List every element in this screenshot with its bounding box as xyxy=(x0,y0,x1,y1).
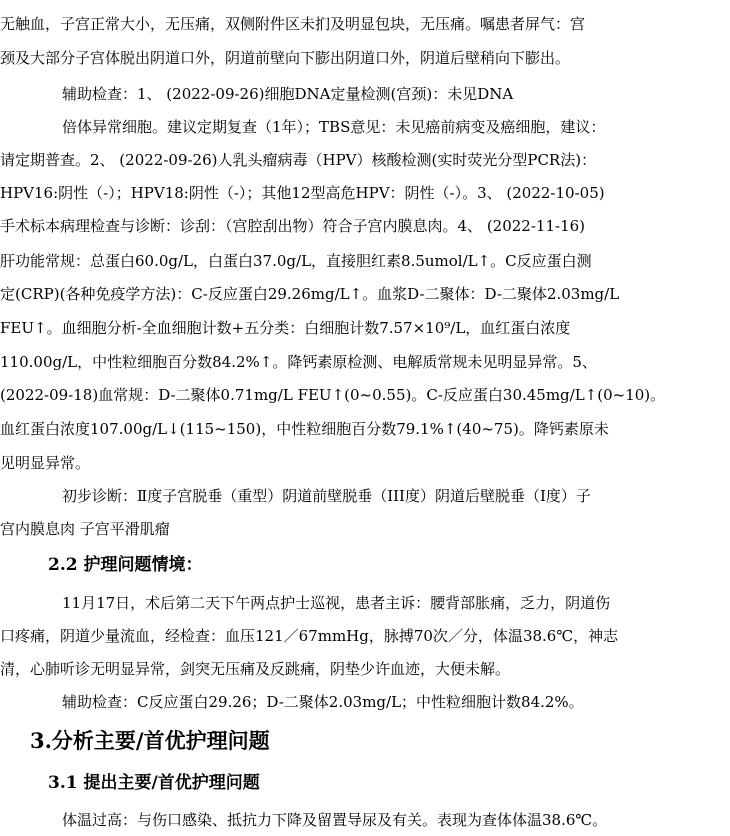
scenario-line-3: 清，心肺听诊无明显异常，剑突无压痛及反跳痛，阴垫少许血迹，大便未解。 xyxy=(0,660,511,678)
aux-exam-line-9: 110.00g/L，中性粒细胞百分数84.2%↑。降钙素原检测、电解质常规未见明显异常。5、 xyxy=(0,353,597,371)
scenario-line-2: 口疼痛，阴道少量流血，经检查：血压121／67mmHg，脉搏70次／分，体温38.6℃，神志 xyxy=(0,627,619,645)
exam-text-line-1: 无触血，子宫正常大小，无压痛，双侧附件区未扪及明显包块，无压痛。嘱患者屏气：宫 xyxy=(0,15,586,33)
section-3-1-heading: 3.1 提出主要/首优护理问题 xyxy=(48,773,260,793)
aux-exam-line-10: (2022-09-18)血常规：D-二聚体0.71mg/L FEU↑(0~0.55)。C-反应蛋白30.45mg/L↑(0~10)。 xyxy=(0,386,666,404)
aux-exam-line-11: 血红蛋白浓度107.00g/L↓(115~150)，中性粒细胞百分数79.1%↑(40~75)。降钙素原未 xyxy=(0,420,609,438)
scenario-aux-line: 辅助检查：C反应蛋白29.26；D-二聚体2.03mg/L；中性粒细胞计数84.2%。 xyxy=(62,693,584,711)
diagnosis-line-2: 宫内膜息肉 子宫平滑肌瘤 xyxy=(0,520,170,538)
exam-text-line-2: 颈及大部分子宫体脱出阴道口外，阴道前壁向下膨出阴道口外，阴道后壁稍向下膨出。 xyxy=(0,49,571,67)
scenario-line-1: 11月17日，术后第二天下午两点护士巡视，患者主诉：腰背部胀痛，乏力，阴道伤 xyxy=(62,594,611,612)
section-3-1-line: 体温过高：与伤口感染、抵抗力下降及留置导尿及有关。表现为查体体温38.6℃。 xyxy=(62,811,608,829)
aux-exam-line-7: 定(CRP)(各种免疫学方法)：C-反应蛋白29.26mg/L↑。血浆D-二聚体：D-二聚体2.03mg/L xyxy=(0,285,620,303)
aux-exam-line-4: HPV16:阴性（-）；HPV18:阴性（-）；其他12型高危HPV：阴性（-）。3、 (2022-10-05) xyxy=(0,184,605,202)
aux-exam-line-5: 手术标本病理检查与诊断：诊刮：（宫腔刮出物）符合子宫内膜息肉。4、 (2022-11-16) xyxy=(0,217,586,235)
aux-exam-line-12: 见明显异常。 xyxy=(0,454,91,472)
section-2-2-heading: 2.2 护理问题情境： xyxy=(48,555,203,575)
aux-exam-line-8: FEU↑。血细胞分析-全血细胞计数+五分类：白细胞计数7.57×10⁹/L，血红蛋白浓度 xyxy=(0,319,571,337)
aux-exam-line-3: 请定期普查。2、 (2022-09-26)人乳头瘤病毒（HPV）核酸检测(实时荧光分型PCR法)： xyxy=(0,151,597,169)
aux-exam-line-6: 肝功能常规：总蛋白60.0g/L，白蛋白37.0g/L，直接胆红素8.5umol/L↑。C反应蛋白测 xyxy=(0,252,592,270)
section-3-heading: 3.分析主要/首优护理问题 xyxy=(30,728,270,753)
aux-exam-line-1: 辅助检查：1、 (2022-09-26)细胞DNA定量检测(宫颈)：未见DNA xyxy=(62,85,514,103)
aux-exam-line-2: 倍体异常细胞。建议定期复查（1年）；TBS意见：未见癌前病变及癌细胞，建议： xyxy=(62,118,606,136)
diagnosis-line-1: 初步诊断：Ⅱ度子宫脱垂（重型）阴道前壁脱垂（III度）阴道后壁脱垂（I度）子 xyxy=(62,487,591,505)
